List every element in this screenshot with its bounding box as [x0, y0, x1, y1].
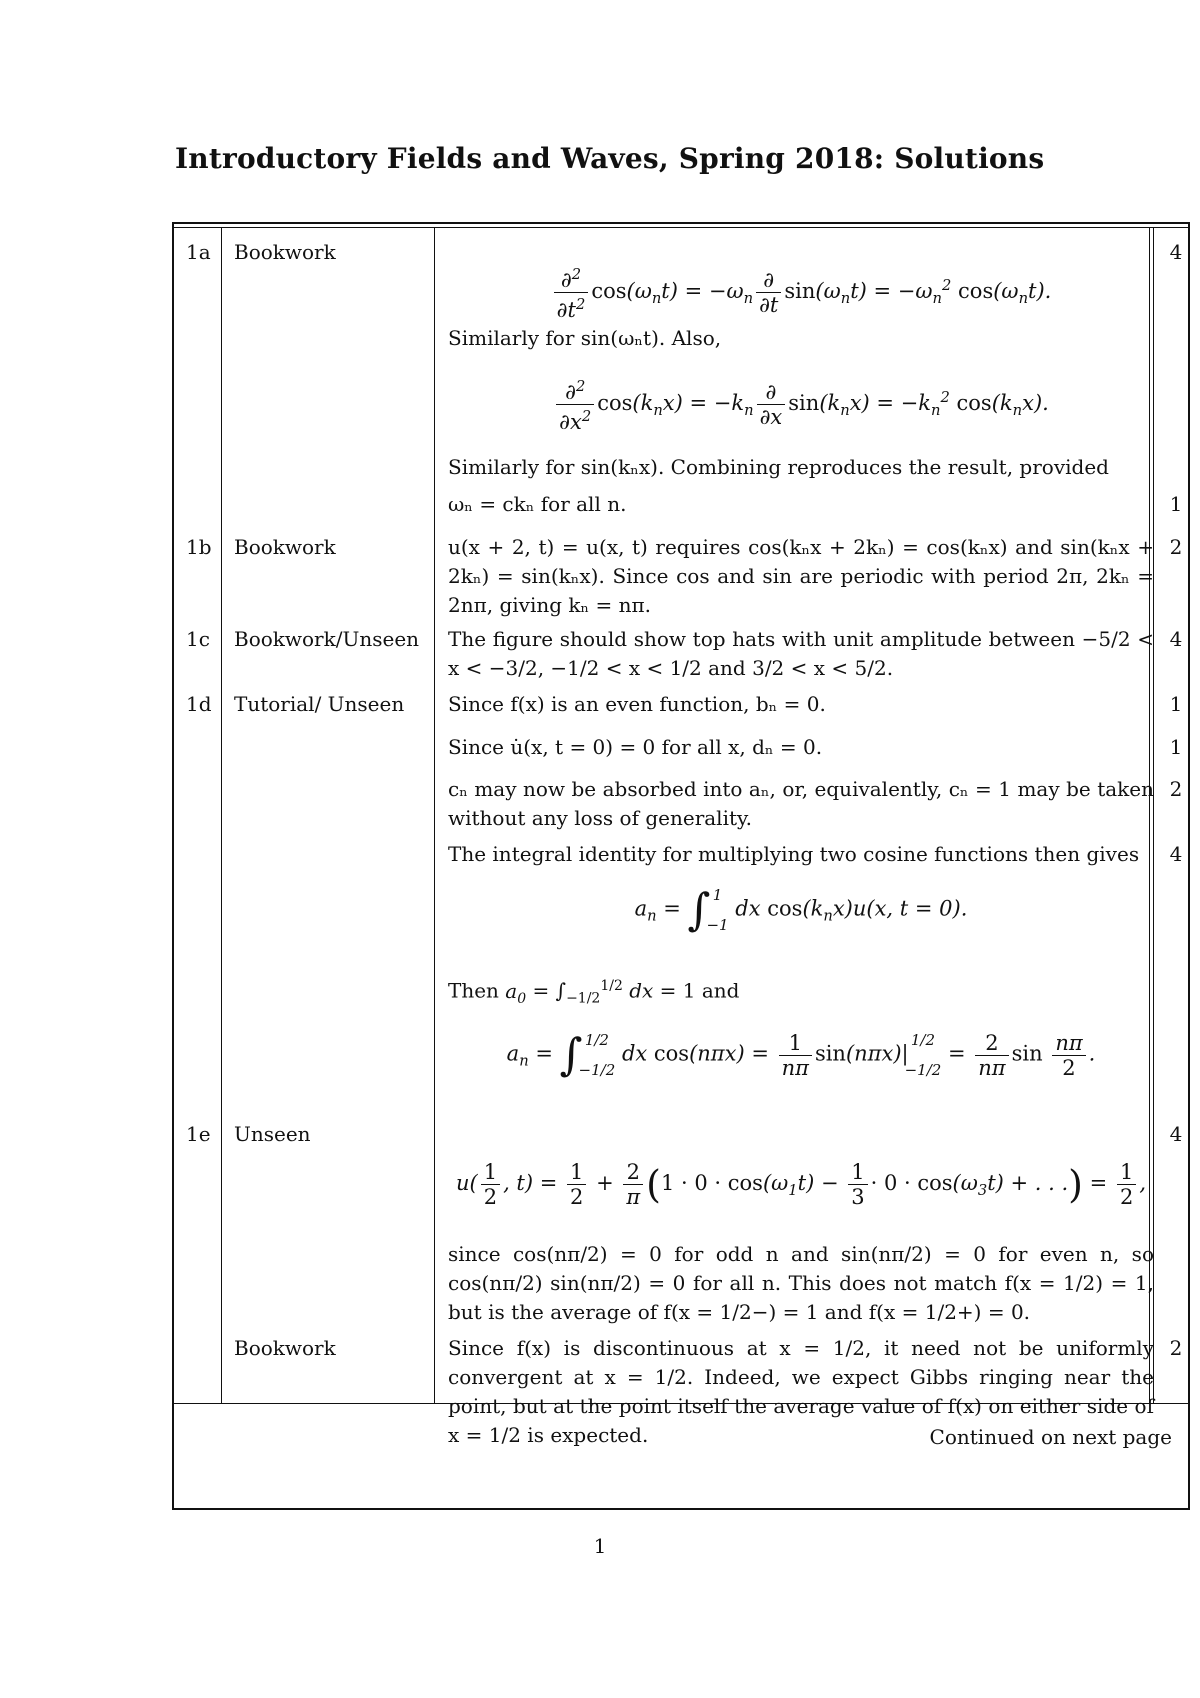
row-type-1d: Tutorial/ Unseen [234, 692, 405, 716]
equation-1a-space-derivative: $\frac{\partial^2}{\partial x^2}$ $\cos(k_nx) = -k_n$ $\frac{\partial}{\partial x}$ $\sin(k_nx) = -k_n^2$ $\cos(k_nx)$. [448, 375, 1154, 434]
equation-1d-an-result: $a_n$ = ∫ 1/2 −1/2 dx cos(nπx) = $\frac{1}{n\pi}$ sin(nπx)| 1/2 −1/2 = $\frac{2}{n\pi}$ sin $\frac{n\pi}{2}$ . [506, 1029, 1096, 1081]
row-1a-text-3: ωₙ = ckₙ for all n. [448, 492, 627, 516]
table-top-rule-2 [172, 227, 1190, 228]
row-type-1e: Unseen [234, 1122, 311, 1146]
row-mark-1a-b: 1 [1169, 492, 1183, 516]
table-left-rule [172, 222, 174, 1510]
row-id-1e: 1e [186, 1122, 211, 1146]
row-type-1b: Bookwork [234, 535, 336, 559]
col-rule-1 [221, 227, 222, 1403]
row-mark-1d-3: 2 [1169, 777, 1183, 801]
table-right-rule [1188, 222, 1190, 1510]
table-top-rule [172, 222, 1190, 224]
row-1d-text-2: Since u̇(x, t = 0) = 0 for all x, dₙ = 0. [448, 735, 823, 759]
row-mark-1d-1: 1 [1169, 692, 1183, 716]
row-type-1e-bookwork: Bookwork [234, 1336, 336, 1360]
row-id-1b: 1b [186, 535, 212, 559]
row-1b-text: u(x + 2, t) = u(x, t) requires cos(kₙx + 2kₙ) = cos(kₙx) and sin(kₙx + 2kₙ) = sin(kₙx). Since cos and sin are periodic with period 2π, 2kₙ = 2nπ, giving kₙ = nπ. [448, 535, 1154, 617]
row-mark-1a: 4 [1169, 240, 1183, 264]
row-1a-text-2: Similarly for sin(kₙx). Combining reproduces the result, provided [448, 455, 1109, 479]
row-id-1c: 1c [186, 627, 210, 651]
row-mark-1d-4: 4 [1169, 842, 1183, 866]
page-number: 1 [593, 1534, 607, 1558]
row-type-1a: Bookwork [234, 240, 336, 264]
row-id-1d: 1d [186, 692, 212, 716]
row-type-1c: Bookwork/Unseen [234, 627, 420, 651]
row-mark-1c: 4 [1169, 627, 1183, 651]
row-mark-1d-2: 1 [1169, 735, 1183, 759]
row-id-1a: 1a [186, 240, 211, 264]
equation-1d-an-integral: $a_n$ = ∫ 1 −1 dx $\cos(k_nx)u(x$, t = 0). [634, 884, 968, 936]
col-rule-2 [434, 227, 435, 1403]
row-1d-text-5: Then $a_0 = \int_{-1/2}^{1/2}$ dx = 1 and [448, 978, 740, 1007]
row-mark-1b: 2 [1169, 535, 1183, 559]
row-mark-1e-bookwork: 2 [1169, 1336, 1183, 1360]
row-1a-text-1: Similarly for sin(ωₙt). Also, [448, 326, 722, 350]
row-1e-text: since cos(nπ/2) = 0 for odd n and sin(nπ/2) = 0 for even n, so cos(nπ/2) sin(nπ/2) = 0 for all n. This does not match f(x = 1/2) = 1, but is the average of f(x = 1/2−) = 1 and f(x = 1/2+) = 0. [448, 1242, 1154, 1324]
page-title: Introductory Fields and Waves, Spring 2018: Solutions [175, 142, 1045, 175]
row-1d-text-3: cₙ may now be absorbed into aₙ, or, equivalently, cₙ = 1 may be taken without any loss of generality. [448, 777, 1154, 830]
row-1d-text-4: The integral identity for multiplying two cosine functions then gives [448, 842, 1140, 866]
continued-label: Continued on next page [929, 1425, 1172, 1449]
row-mark-1e: 4 [1169, 1122, 1183, 1146]
table-bottom-rule [172, 1508, 1190, 1510]
row-1c-text: The figure should show top hats with unit amplitude between −5/2 < x < −3/2, −1/2 < x < 1/2 and 3/2 < x < 5/2. [448, 627, 1154, 680]
equation-1a-time-derivative: $\frac{\partial^2}{\partial t^2}$ $\cos(\omega_nt) = -\omega_n$ $\frac{\partial}{\partial t}$ $\sin(\omega_nt) = -\omega_n^2$ $\cos(\omega_nt)$. [448, 263, 1154, 322]
row-1e-bookwork-text: Since f(x) is discontinuous at x = 1/2, it need not be uniformly convergent at x = 1/2. Indeed, we expect Gibbs ringing near the point, but at the point itself the average value of f(x) on either side of x = 1/2 is expected. [448, 1336, 1154, 1447]
row-1d-text-1: Since f(x) is an even function, bₙ = 0. [448, 692, 826, 716]
equation-1e-u-half: u( $\frac{1}{2}$ , t) = $\frac{1}{2}$ + $\frac{2}{\pi}$ ($1 \cdot 0 \cdot \cos(\omega_1t)$ − $\frac{1}{3}$ · $0 \cdot \cos(\omega_3t)$ + . . .) = $\frac{1}{2}$ , [455, 1160, 1147, 1209]
